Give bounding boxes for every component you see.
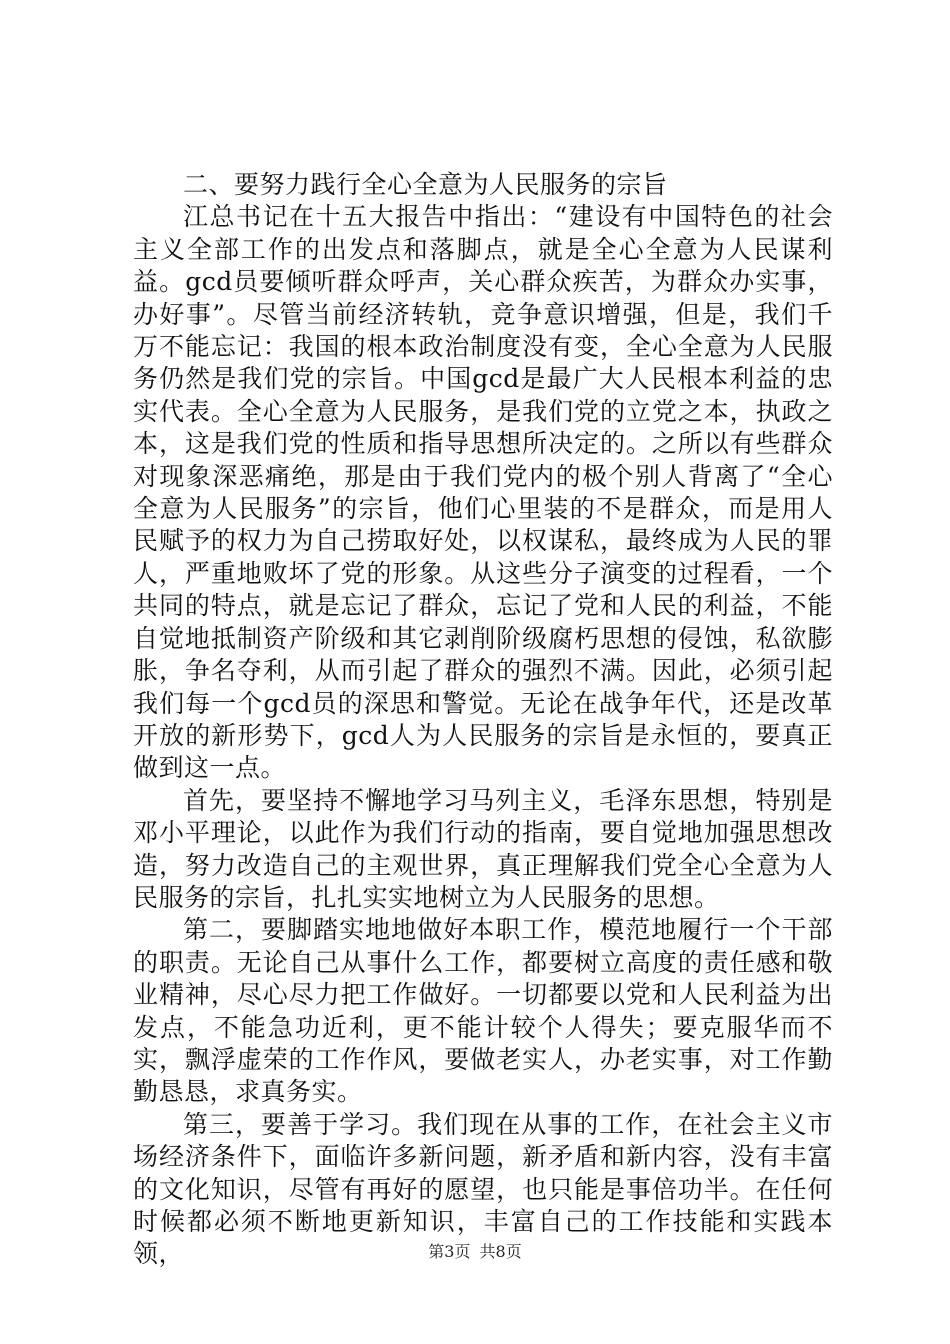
- section-heading: 二、要努力践行全心全意为人民服务的宗旨: [183, 170, 668, 199]
- document-body: [133, 169, 833, 1271]
- page-number: 第3页: [428, 1242, 471, 1261]
- paragraph-2: 首先，要坚持不懈地学习马列主义，毛泽东思想，特别是邓小平理论，以此作为我们行动的指南，要自觉地加强思想改造，努力改造自己的主观世界，真正理解我们党全心全意为人民服务的宗旨，扎扎实实地树立为人民服务的思想。: [133, 785, 833, 912]
- page-total: 共8页: [479, 1242, 522, 1261]
- paragraph-1: 江总书记在十五大报告中指出：“建设有中国特色的社会主义全部工作的出发点和落脚点，就是全心全意为人民谋利益。gcd员要倾听群众呼声，关心群众疾苦，为群众办实事，办好事”。尽管当前经济转轨，竞争意识增强，但是，我们千万不能忘记：我国的根本政治制度没有变，全心全意为人民服务仍然是我们党的宗旨。中国gcd是最广大人民根本利益的忠实代表。全心全意为人民服务，是我们党的立党之本，执政之本，这是我们党的性质和指导思想所决定的。之所以有些群众对现象深恶痛绝，那是由于我们党内的极个别人背离了“全心全意为人民服务”的宗旨，他们心里装的不是群众，而是用人民赋予的权力为自己捞取好处，以权谋私，最终成为人民的罪人，严重地败坏了党的形象。从这些分子演变的过程看，一个共同的特点，就是忘记了群众，忘记了党和人民的利益，不能自觉地抵制资产阶级和其它剥削阶级腐朽思想的侵蚀，私欲膨胀，争名夺利，从而引起了群众的强烈不满。因此，必须引起我们每一个gcd员的深思和警觉。无论在战争年代，还是改革开放的新形势下，gcd人为人民服务的宗旨是永恒的，要真正做到这一点。: [133, 202, 833, 783]
- paragraph-4: 第三，要善于学习。我们现在从事的工作，在社会主义市场经济条件下，面临许多新问题，新矛盾和新内容，没有丰富的文化知识，尽管有再好的愿望，也只能是事倍功半。在任何时候都必须不断地更新知识，丰富自己的工作技能和实践本领，: [133, 1109, 833, 1269]
- page-footer: [0, 1239, 950, 1262]
- paragraph-3: 第二，要脚踏实地地做好本职工作，模范地履行一个干部的职责。无论自己从事什么工作，都要树立高度的责任感和敬业精神，尽心尽力把工作做好。一切都要以党和人民利益为出发点，不能急功近利，更不能计较个人得失；要克服华而不实，飘浮虚荣的工作作风，要做老实人，办老实事，对工作勤勤恳恳，求真务实。: [133, 915, 833, 1107]
